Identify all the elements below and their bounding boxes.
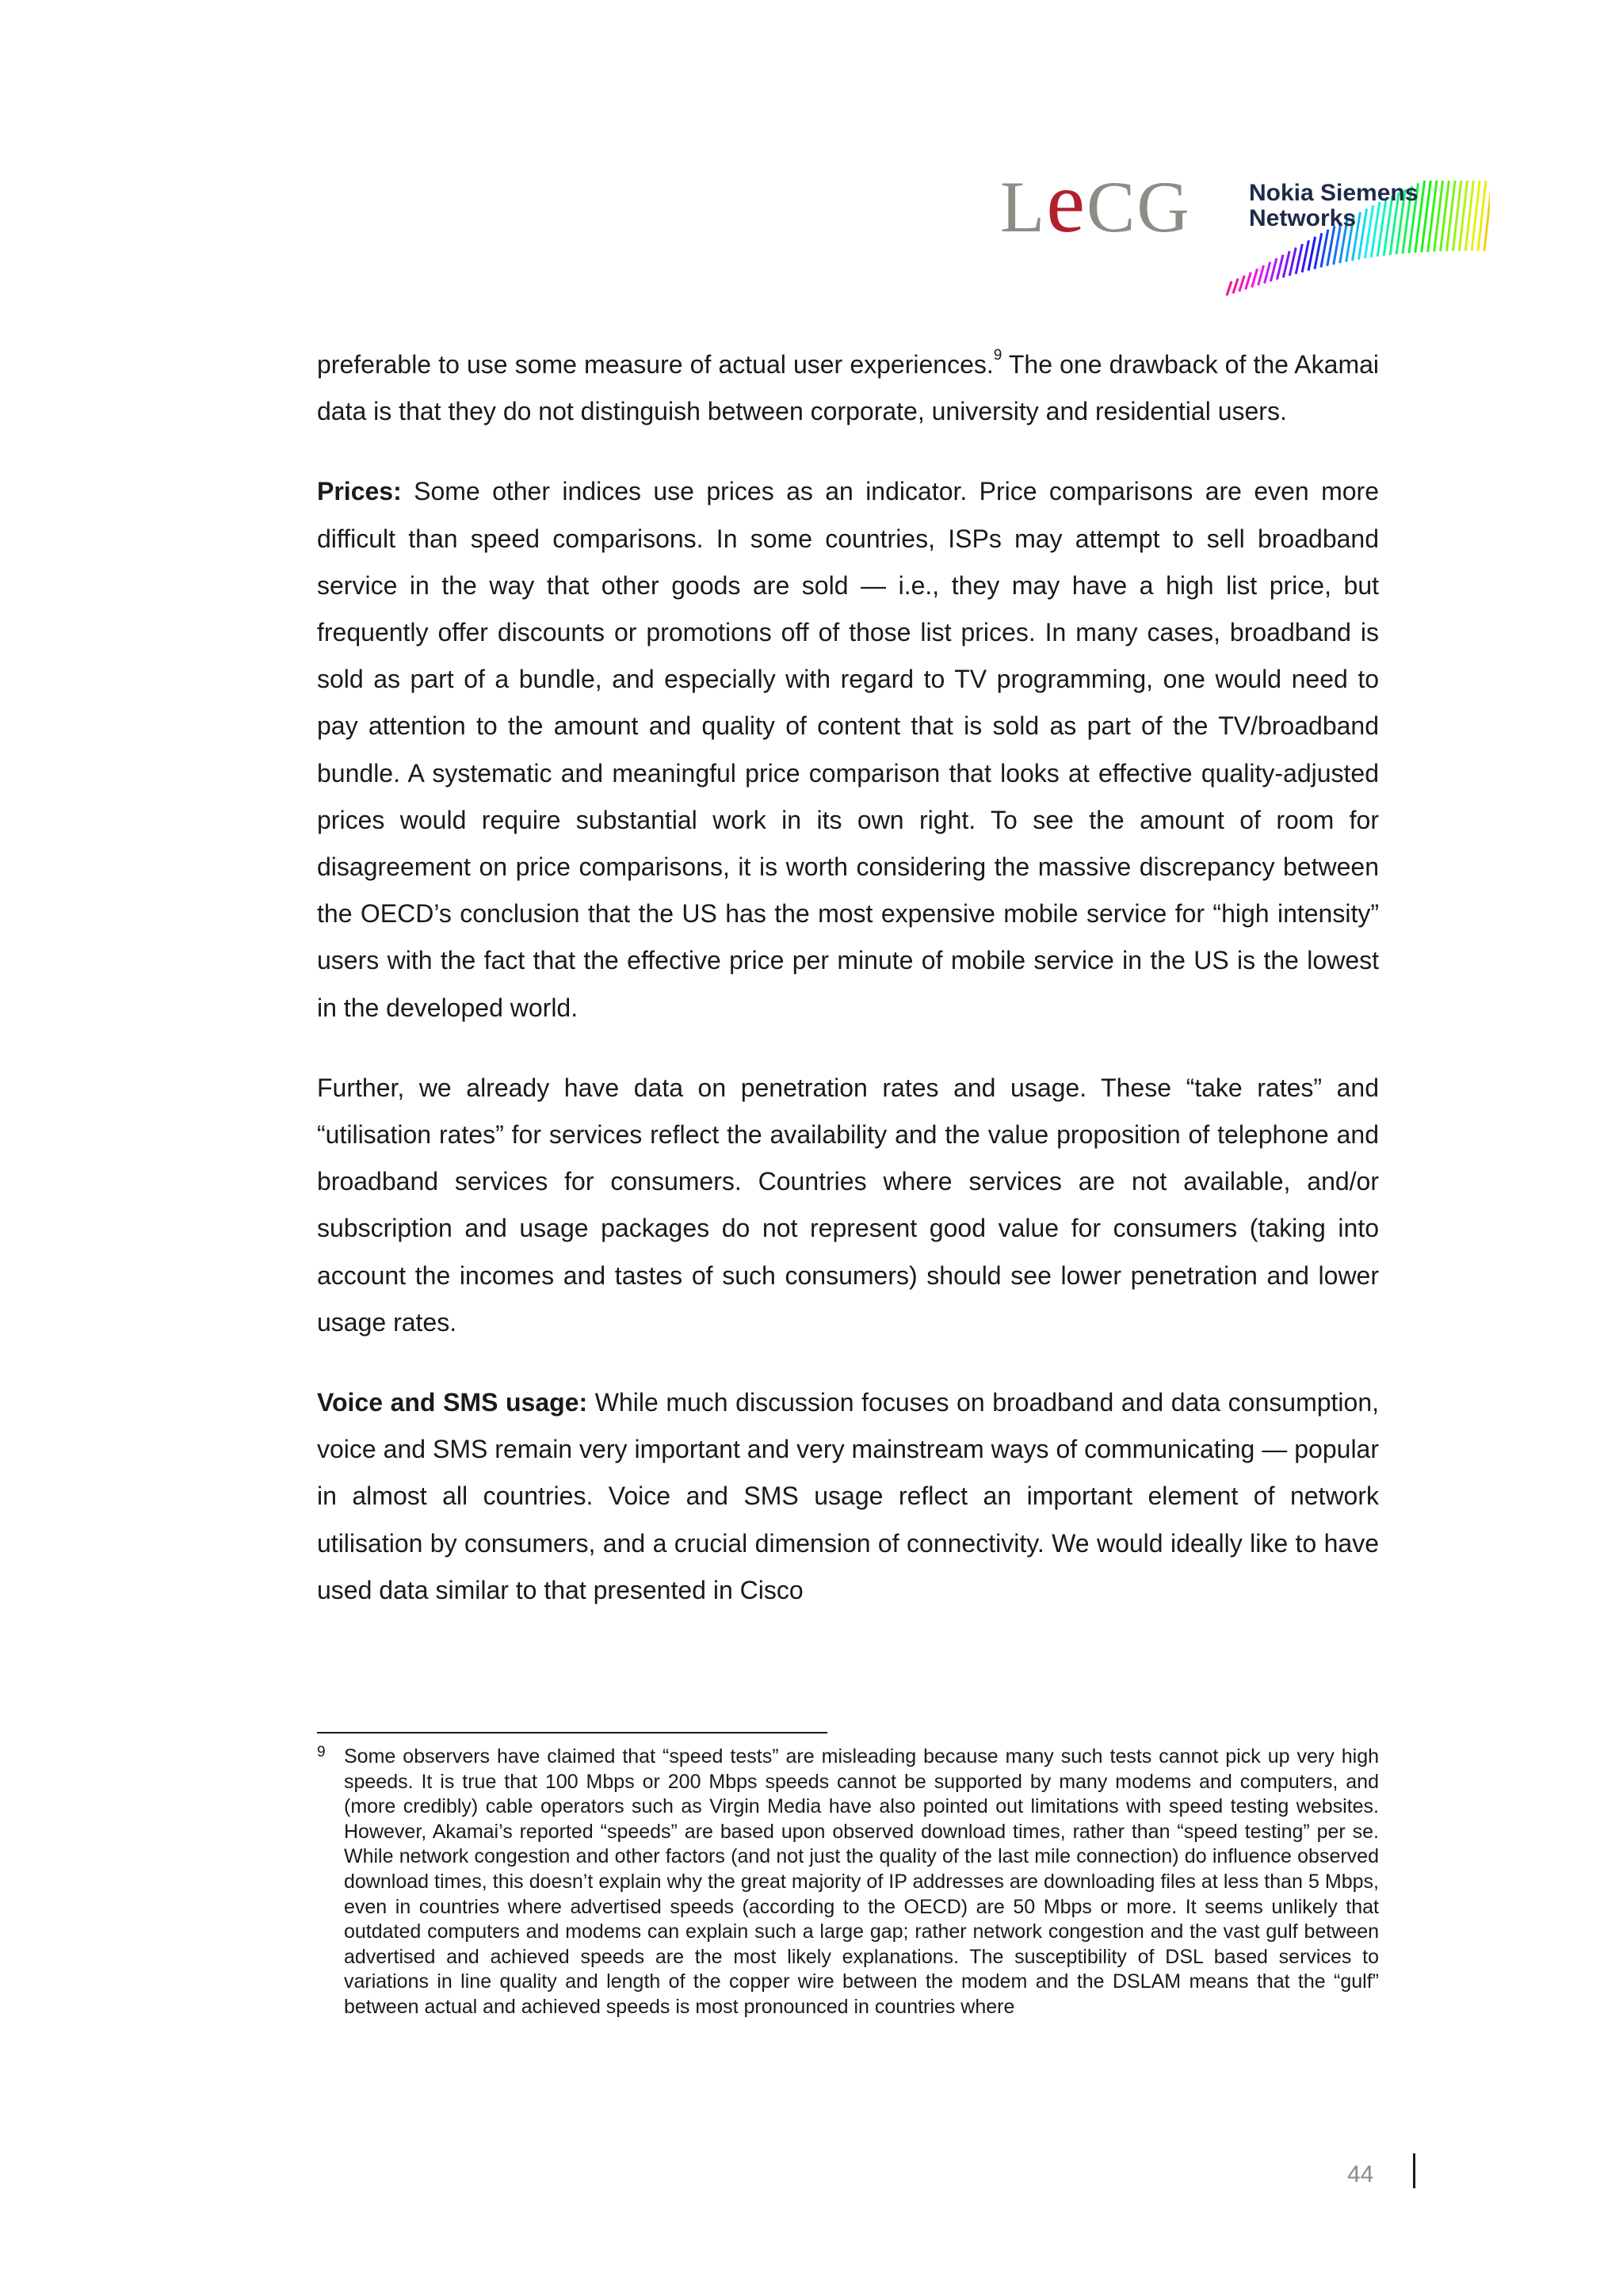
nokia-siemens-logo-text	[1249, 181, 1418, 231]
paragraph-1	[317, 341, 1379, 435]
lecg-logo-cg: CG	[1086, 166, 1191, 247]
voice-sms-heading: Voice and SMS usage:	[317, 1388, 588, 1417]
footnote-ref-9[interactable]: 9	[993, 346, 1002, 364]
nsn-wave-stroke	[1270, 258, 1276, 281]
footnote-9	[317, 1745, 1379, 2020]
paragraph-further	[317, 1065, 1379, 1346]
nsn-wave-stroke	[1265, 262, 1270, 284]
nsn-wave-stroke	[1277, 255, 1283, 280]
paragraph-prices	[317, 468, 1379, 1031]
page-number-divider	[1413, 2153, 1415, 2188]
nsn-wave-stroke	[1239, 276, 1244, 292]
prices-text: Some other indices use prices as an indicator. Price comparisons are even more difficult than speed comparisons. In some countries, ISPs may attempt to sell broadband service in the way that other goods are sold — i.e., they may have a high list price, but frequently offer discounts or promotions off of those list prices. In many cases, broadband is sold as part of a bundle, and especially with regard to TV programming, one would need to pay attention to the amount and quality of content that is sold as part of the TV/broadband bundle. A systematic and meaningful price comparison that looks at effective quality-adjusted prices would require substantial work in its own right. To see the amount of room for disagreement on price comparisons, it is worth considering the massive discrepancy between the OECD’s conclusion that the US has the most expensive mobile service for “high intensity” users with the fact that the effective price per minute of mobile service in the US is the lowest in the developed world.	[317, 477, 1379, 1022]
lecg-logo	[1000, 154, 1191, 250]
nsn-logo-line2: Networks	[1249, 205, 1357, 231]
paragraph-voice-sms	[317, 1379, 1379, 1614]
footnote-text: Some observers have claimed that “speed tests” are misleading because many such tests cannot pick up very high speeds. It is true that 100 Mbps or 200 Mbps speeds cannot be supported by many modems and computers, and (more credibly) cable operators such as Virgin Media have also pointed out limitations with speed testing websites. However, Akamai’s reported “speeds” are based upon observed download times, rather than “speed testing” per se. While network congestion and other factors (and not just the quality of the last mile connection) do influence observed download times, this doesn’t explain why the great majority of IP addresses are downloading files at less than 5 Mbps, even in countries where advertised speeds (according to the OECD) are 50 Mbps or more. It seems unlikely that outdated computers and modems can explain such a large gap; rather network congestion and the vast gulf between advertised and achieved speeds are the most likely explanations. The susceptibility of DSL based services to variations in line quality and length of the copper wire between the modem and the DSLAM means that the “gulf” between actual and achieved speeds is most pronounced in countries where	[344, 1745, 1379, 2018]
nsn-wave-stroke	[1233, 279, 1238, 294]
nsn-wave-stroke	[1227, 281, 1232, 296]
page-number: 44	[1347, 2161, 1374, 2187]
voice-sms-text: While much discussion focuses on broadband and data consumption, voice and SMS remain very important and very mainstream ways of communicating — popular in almost all countries. Voice and SMS usage reflect an important element of network utilisation by consumers, and a crucial dimension of connectivity. We would ideally like to have used data similar to that presented in Cisco	[317, 1388, 1380, 1604]
lecg-logo-l: L	[1000, 166, 1047, 247]
nsn-wave-stroke	[1283, 251, 1289, 277]
footnote-number: 9	[317, 1744, 326, 1760]
p1-text-b: The one drawback of the Akamai data is that they do not distinguish between corporate, university and residential users.	[317, 350, 1380, 426]
lecg-logo-e: e	[1046, 154, 1087, 250]
nsn-wave-stroke	[1252, 269, 1258, 287]
further-text: Further, we already have data on penetration rates and usage. These “take rates” and “utilisation rates” for services reflect the availability and the value proposition of telephone and broadband services for consumers. Countries where services are not available, and/or subscription and usage packages do not represent good value for consumers (taking into account the incomes and tastes of such consumers) should see lower penetration and lower usage rates.	[317, 1073, 1379, 1337]
prices-heading: Prices:	[317, 477, 402, 506]
body-text	[317, 341, 1379, 1647]
p1-text-a: preferable to use some measure of actual user experiences.	[317, 350, 994, 379]
nsn-wave-stroke	[1289, 248, 1296, 277]
footnote-separator	[317, 1732, 827, 1733]
nsn-wave-stroke	[1246, 273, 1251, 290]
nsn-logo-line1: Nokia Siemens	[1249, 180, 1419, 206]
nsn-wave-stroke	[1258, 265, 1264, 285]
